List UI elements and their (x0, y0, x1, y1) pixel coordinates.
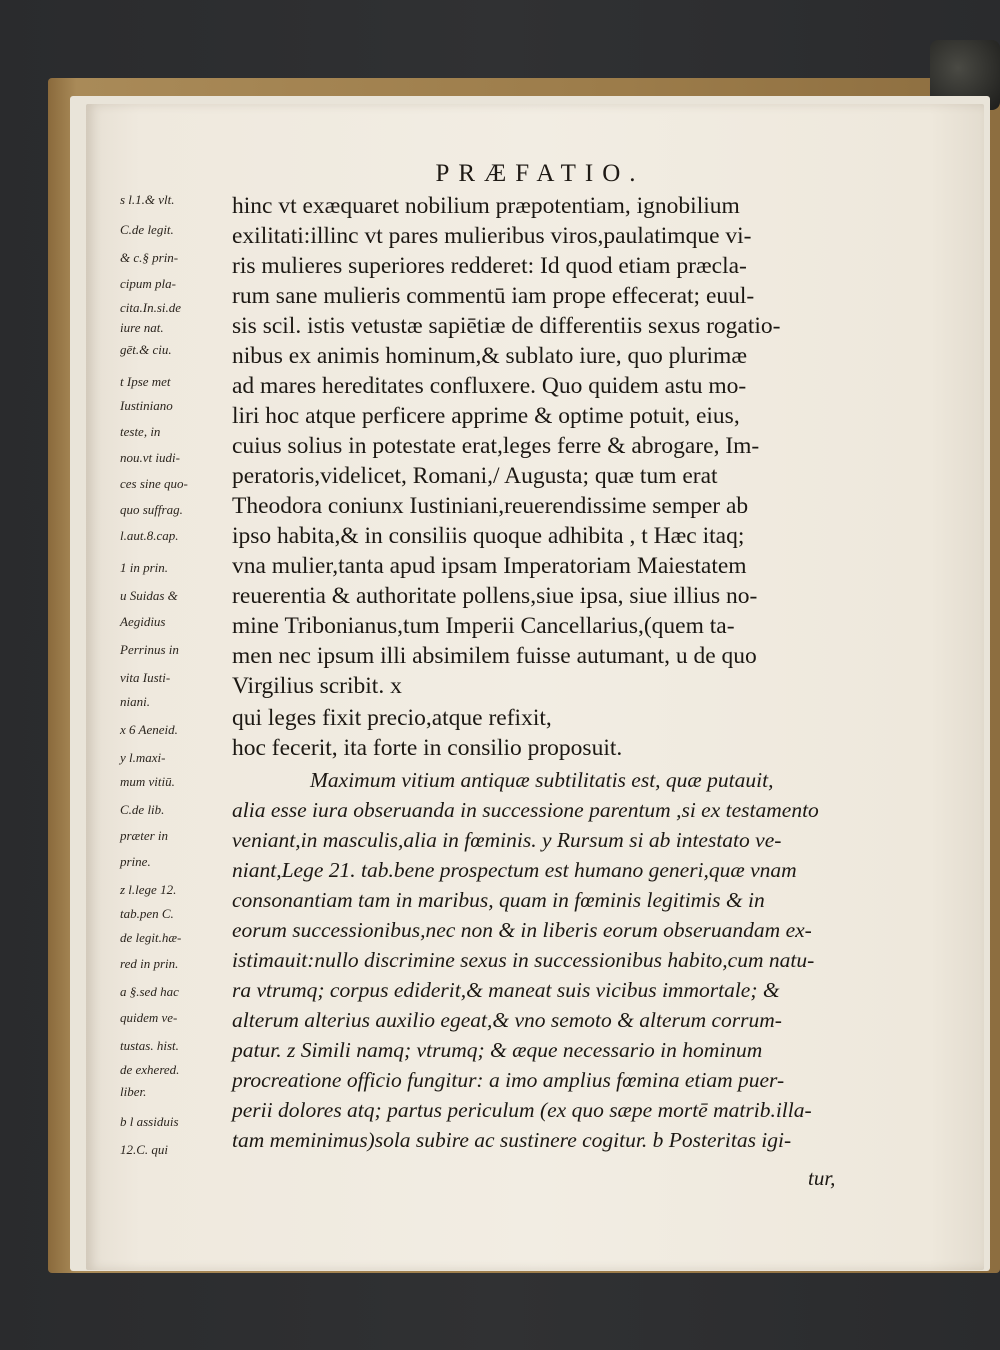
text-line: Maximum vitium antiquæ subtilitatis est, quæ putauit, (310, 768, 774, 792)
margin-note: ces sine quo- (120, 476, 188, 491)
text-line: qui leges fixit precio,atque refixit, (232, 705, 552, 731)
margin-note: liber. (120, 1084, 147, 1099)
text-line: mine Tribonianus,tum Imperii Cancellarius,(quem ta- (232, 613, 735, 639)
margin-note: 12.C. qui (120, 1142, 169, 1157)
text-line: nibus ex animis hominum,& sublato iure, quo plurimæ (232, 343, 748, 369)
text-line: patur. z Simili namq; vtrumq; & æque necessario in hominum (232, 1038, 763, 1062)
text-line: liri hoc atque perficere apprime & optime potuit, eius, (232, 403, 740, 429)
margin-note: de exhered. (120, 1062, 180, 1077)
margin-note: Iustiniano (120, 398, 173, 413)
text-line: ad mares hereditates confluxere. Quo quidem astu mo- (232, 373, 747, 399)
margin-note: teste, in (120, 424, 161, 439)
margin-note: prine. (120, 854, 151, 869)
text-line: eorum successionibus,nec non & in liberis eorum obseruandam ex- (232, 918, 812, 942)
margin-note: x 6 Aeneid. (120, 722, 178, 737)
margin-note: & c.§ prin- (120, 250, 179, 265)
margin-note: quo suffrag. (120, 502, 183, 517)
text-line: consonantiam tam in maribus, quam in fœminis legitimis & in (232, 888, 765, 912)
text-line: exilitati:illinc vt pares mulieribus viros,paulatimque vi- (232, 223, 752, 249)
text-line: rum sane mulieris commentū iam prope effecerat; euul- (232, 283, 755, 309)
text-line: alterum alterius auxilio egeat,& vno semoto & alterum corrum- (232, 1008, 782, 1032)
catchword: tur, (808, 1166, 836, 1190)
text-line: procreatione officio fungitur: a imo amplius fœmina etiam puer- (232, 1068, 785, 1092)
margin-note: z l.lege 12. (120, 882, 177, 897)
text-line: hinc vt exæquaret nobilium præpotentiam, ignobilium (232, 193, 740, 219)
margin-note: iure nat. (120, 320, 164, 335)
text-line: tam meminimus)sola subire ac sustinere cogitur. b Posteritas igi- (232, 1128, 792, 1152)
text-line: perii dolores atq; partus periculum (ex quo sæpe mortē matrib.illa- (232, 1098, 812, 1122)
margin-note: u Suidas & (120, 588, 178, 603)
margin-note: mum vitiū. (120, 774, 175, 789)
margin-note: y l.maxi- (120, 750, 166, 765)
text-line: istimauit:nullo discrimine sexus in successionibus habito,cum natu- (232, 948, 815, 972)
margin-note: C.de lib. (120, 802, 165, 817)
margin-note: de legit.hæ- (120, 930, 182, 945)
text-line: sis scil. istis vetustæ sapiētiæ de differentiis sexus rogatio- (232, 313, 781, 339)
margin-note: s l.1.& vlt. (120, 192, 175, 207)
margin-note: niani. (120, 694, 150, 709)
text-line: ra vtrumq; corpus ediderit,& maneat suis vicibus immortale; & (232, 978, 780, 1002)
margin-note: tustas. hist. (120, 1038, 179, 1053)
margin-note: 1 in prin. (120, 560, 169, 575)
margin-note: red in prin. (120, 956, 179, 971)
text-line: vna mulier,tanta apud ipsam Imperatoriam Maiestatem (232, 553, 747, 579)
margin-note: b l assiduis (120, 1114, 179, 1129)
margin-note: tab.pen C. (120, 906, 174, 921)
text-line: niant,Lege 21. tab.bene prospectum est humano generi,quæ vnam (232, 858, 797, 882)
running-head: PRÆFATIO. (435, 160, 645, 187)
margin-note: cipum pla- (120, 276, 176, 291)
margin-note: quidem ve- (120, 1010, 178, 1025)
margin-note: a §.sed hac (120, 984, 179, 999)
text-line: alia esse iura obseruanda in successione parentum ,si ex testamento (232, 798, 819, 822)
text-line: cuius solius in potestate erat,leges ferre & abrogare, Im- (232, 433, 760, 459)
text-line: reuerentia & authoritate pollens,siue ipsa, siue illius no- (232, 583, 758, 609)
margin-note: præter in (120, 828, 169, 843)
margin-note: Perrinus in (120, 642, 179, 657)
text-line: Virgilius scribit. x (232, 673, 402, 699)
margin-note: t Ipse met (120, 374, 171, 389)
margin-note: vita Iusti- (120, 670, 171, 685)
margin-note: Aegidius (120, 614, 166, 629)
margin-note: cita.In.si.de (120, 300, 182, 315)
text-line: peratoris,videlicet, Romani,/ Augusta; quæ tum erat (232, 463, 718, 489)
text-line: Theodora coniunx Iustiniani,reuerendissime semper ab (232, 493, 749, 519)
text-line: veniant,in masculis,alia in fœminis. y Rursum si ab intestato ve- (232, 828, 782, 852)
margin-note: nou.vt iudi- (120, 450, 180, 465)
margin-note: C.de legit. (120, 222, 174, 237)
text-line: hoc fecerit, ita forte in consilio proposuit. (232, 735, 623, 761)
margin-note: gēt.& ciu. (120, 342, 172, 357)
margin-note: l.aut.8.cap. (120, 528, 179, 543)
text-line: ipso habita,& in consiliis quoque adhibita , t Hæc itaq; (232, 523, 745, 549)
text-line: men nec ipsum illi absimilem fuisse autumant, u de quo (232, 643, 757, 669)
text-line: ris mulieres superiores redderet: Id quod etiam præcla- (232, 253, 747, 279)
